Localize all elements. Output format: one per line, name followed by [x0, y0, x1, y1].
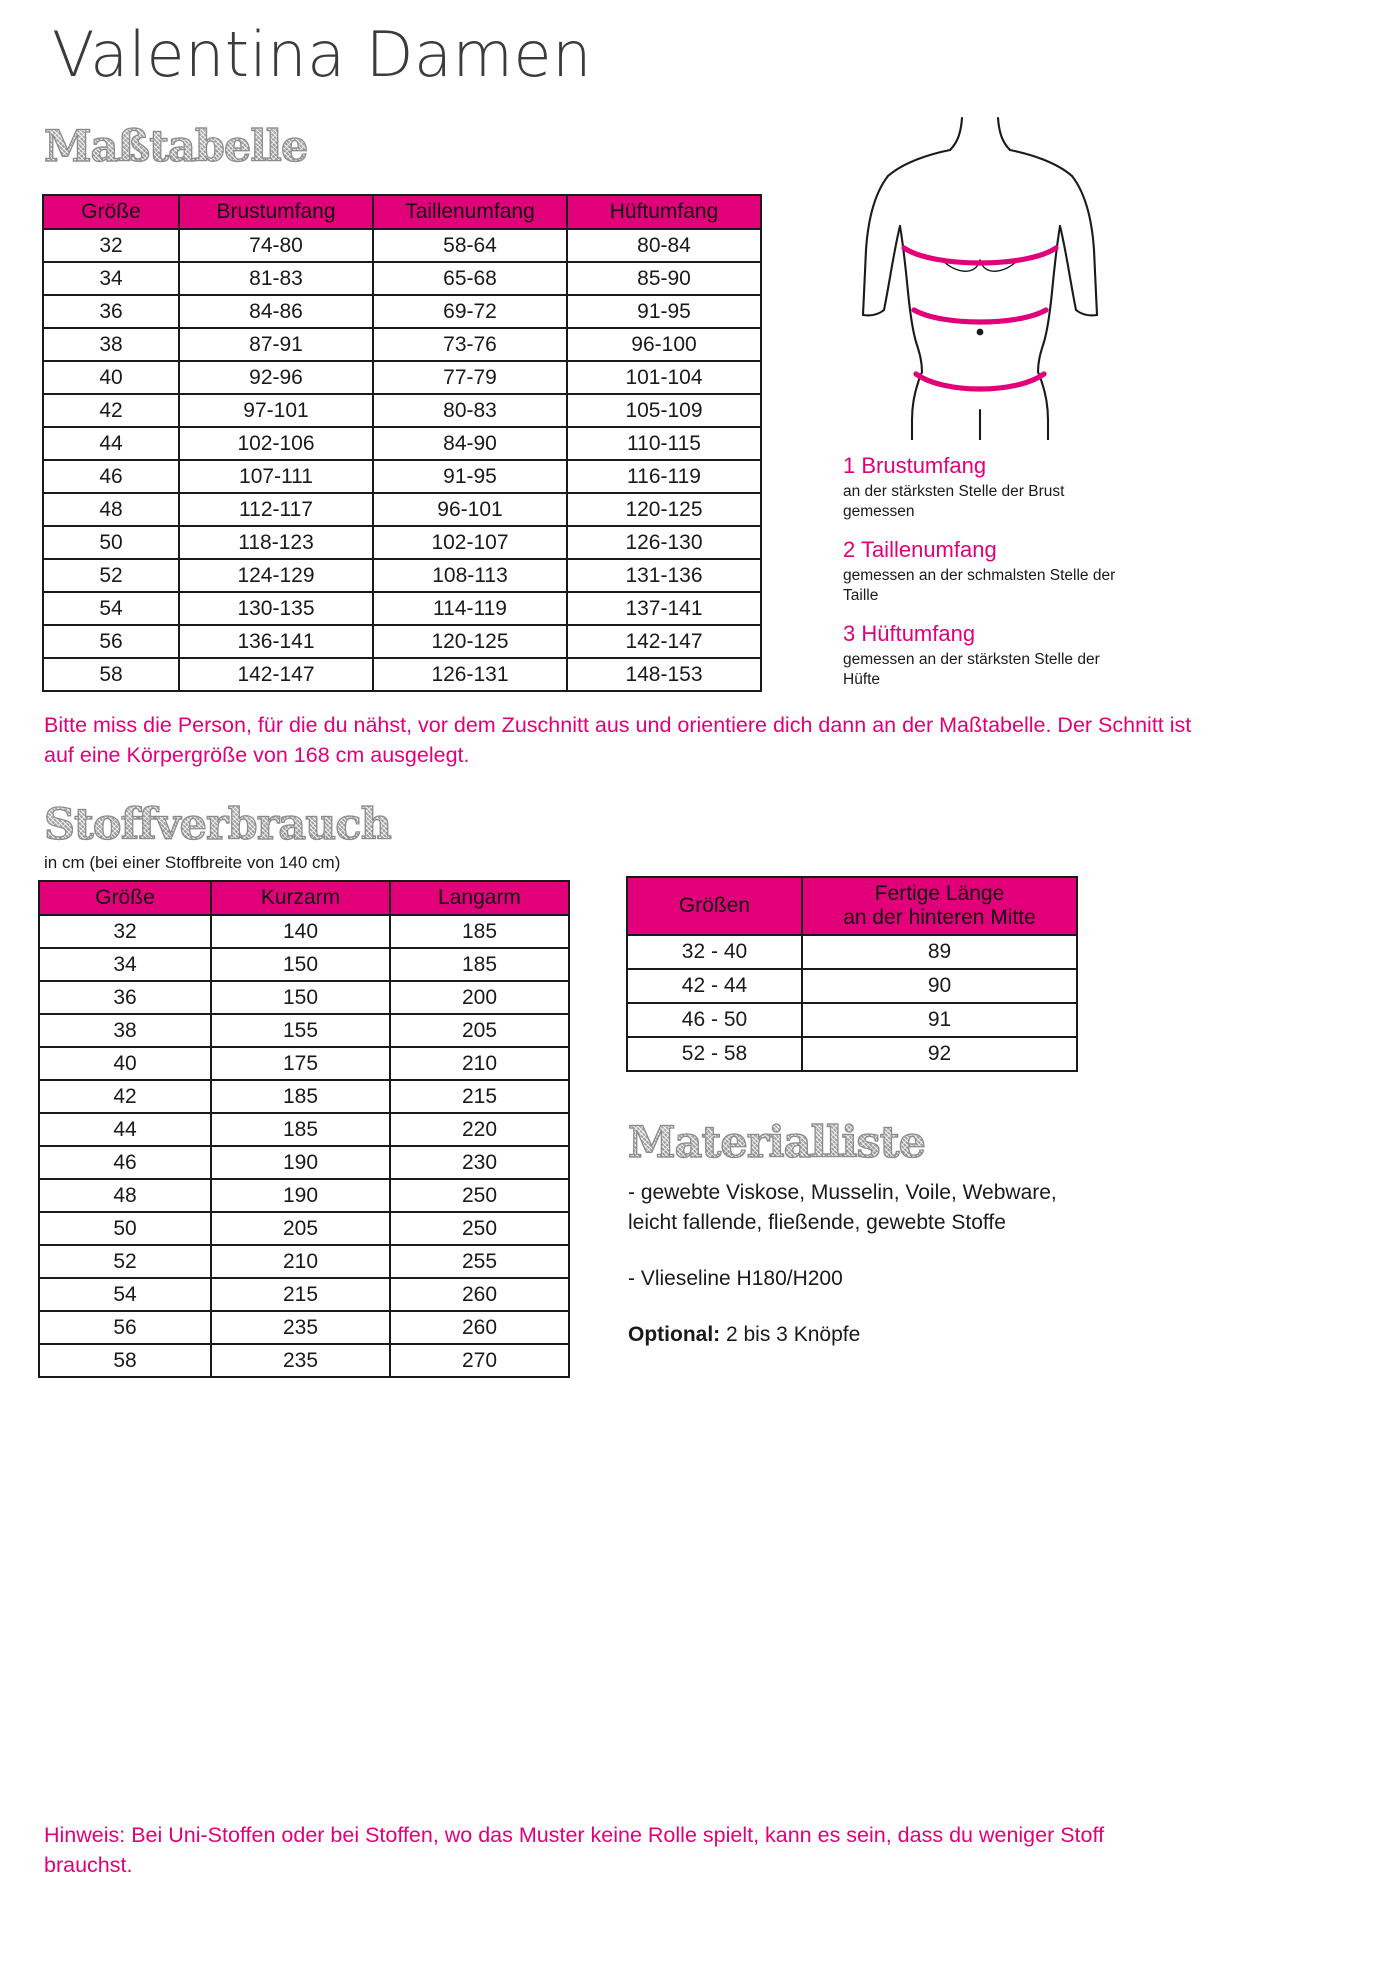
cell-value: 136-141: [179, 625, 373, 658]
table-row: [39, 1080, 569, 1113]
cell-value: 126-130: [567, 526, 761, 559]
cell-value: 210: [211, 1245, 390, 1278]
cell-size: 54: [43, 592, 179, 625]
table-row: [39, 1311, 569, 1344]
column-header-fertige-laenge: [802, 877, 1077, 935]
cell-value: 131-136: [567, 559, 761, 592]
cell-value: 120-125: [373, 625, 567, 658]
cell-size: 50: [39, 1212, 211, 1245]
fertige-laenge-line-1: Fertige Länge: [874, 881, 1005, 905]
material-item-fabrics: - gewebte Viskose, Musselin, Voile, Webware, leicht fallende, fließende, gewebte Stoffe: [628, 1181, 1057, 1234]
cell-value: 148-153: [567, 658, 761, 691]
table-row: [43, 394, 761, 427]
cell-value: 114-119: [373, 592, 567, 625]
table-row: [43, 658, 761, 691]
table-row: [43, 493, 761, 526]
cell-size: 46: [39, 1146, 211, 1179]
cell-size: 40: [43, 361, 179, 394]
section-heading-masstabelle: Maßtabelle: [44, 122, 308, 172]
column-header-groesse: Größe: [43, 195, 179, 229]
cell-value: 185: [211, 1080, 390, 1113]
cell-size: 38: [43, 328, 179, 361]
column-header-kurzarm: Kurzarm: [211, 881, 390, 915]
cell-value: 108-113: [373, 559, 567, 592]
cell-value: 107-111: [179, 460, 373, 493]
column-header-hueftumfang: Hüftumfang: [567, 195, 761, 229]
cell-size: 54: [39, 1278, 211, 1311]
cell-value: 270: [390, 1344, 569, 1377]
cell-value: 85-90: [567, 262, 761, 295]
cell-size: 42: [43, 394, 179, 427]
cell-size: 48: [39, 1179, 211, 1212]
measurement-table: [42, 194, 762, 692]
cell-value: 73-76: [373, 328, 567, 361]
fabric-hint-note: Hinweis: Bei Uni-Stoffen oder bei Stoffen, wo das Muster keine Rolle spielt, kann es sein, dass du weniger Stoff brauchst.: [44, 1823, 1105, 1877]
table-row: [39, 1245, 569, 1278]
cell-size: 38: [39, 1014, 211, 1047]
table-row: [39, 1014, 569, 1047]
hip-line: [916, 374, 1044, 389]
cell-value: 200: [390, 981, 569, 1014]
cell-value: 150: [211, 948, 390, 981]
cell-size: 46: [43, 460, 179, 493]
cell-value: 116-119: [567, 460, 761, 493]
section-heading-stoffverbrauch: Stoffverbrauch: [44, 800, 391, 850]
finished-length-table: [626, 876, 1078, 1072]
table-row: [43, 427, 761, 460]
cell-value: 260: [390, 1278, 569, 1311]
table-row: [39, 1113, 569, 1146]
cell-size: 46 - 50: [627, 1003, 802, 1037]
cell-value: 230: [390, 1146, 569, 1179]
cell-value: 102-106: [179, 427, 373, 460]
cell-value: 96-101: [373, 493, 567, 526]
material-optional-value: 2 bis 3 Knöpfe: [720, 1323, 861, 1346]
cell-size: 58: [39, 1344, 211, 1377]
cell-value: 190: [211, 1146, 390, 1179]
column-header-brustumfang: Brustumfang: [179, 195, 373, 229]
cell-value: 255: [390, 1245, 569, 1278]
section-heading-materialliste: Materialliste: [628, 1118, 925, 1168]
cell-value: 185: [211, 1113, 390, 1146]
cell-value: 130-135: [179, 592, 373, 625]
cell-value: 150: [211, 981, 390, 1014]
cell-size: 34: [39, 948, 211, 981]
cell-value: 105-109: [567, 394, 761, 427]
cell-size: 44: [43, 427, 179, 460]
legend-desc-brustumfang: an der stärksten Stelle der Brust gemessen: [843, 483, 1065, 520]
cell-value: 120-125: [567, 493, 761, 526]
cell-value: 84-86: [179, 295, 373, 328]
cell-value: 205: [390, 1014, 569, 1047]
cell-value: 81-83: [179, 262, 373, 295]
fabric-consumption-table: [38, 880, 570, 1378]
cell-size: 32: [39, 915, 211, 948]
table-header-row: [627, 877, 1077, 935]
cell-value: 92-96: [179, 361, 373, 394]
cell-size: 52: [39, 1245, 211, 1278]
cell-value: 185: [390, 948, 569, 981]
cell-size: 32: [43, 229, 179, 262]
table-row: [43, 229, 761, 262]
table-row: [43, 592, 761, 625]
legend-title-taillenumfang: 2 Taillenumfang: [843, 537, 997, 562]
cell-size: 36: [43, 295, 179, 328]
bust-line: [904, 248, 1056, 263]
cell-value: 215: [211, 1278, 390, 1311]
table-row: [39, 1212, 569, 1245]
column-header-langarm: Langarm: [390, 881, 569, 915]
table-row: [39, 1179, 569, 1212]
cell-value: 84-90: [373, 427, 567, 460]
cell-value: 96-100: [567, 328, 761, 361]
cell-value: 124-129: [179, 559, 373, 592]
cell-size: 48: [43, 493, 179, 526]
waist-line: [914, 310, 1046, 322]
cell-value: 112-117: [179, 493, 373, 526]
cell-size: 34: [43, 262, 179, 295]
cell-value: 91-95: [373, 460, 567, 493]
table-row: [39, 1344, 569, 1377]
cell-value: 89: [802, 935, 1077, 969]
table-row: [39, 915, 569, 948]
cell-value: 235: [211, 1344, 390, 1377]
cell-value: 210: [390, 1047, 569, 1080]
cell-value: 142-147: [567, 625, 761, 658]
cell-size: 56: [39, 1311, 211, 1344]
stoffverbrauch-subtitle: in cm (bei einer Stoffbreite von 140 cm): [44, 853, 341, 872]
cell-value: 69-72: [373, 295, 567, 328]
column-header-groesse: Größe: [39, 881, 211, 915]
cell-value: 140: [211, 915, 390, 948]
cell-value: 118-123: [179, 526, 373, 559]
cell-value: 102-107: [373, 526, 567, 559]
cell-value: 137-141: [567, 592, 761, 625]
cell-value: 250: [390, 1179, 569, 1212]
table-row: [43, 625, 761, 658]
cell-value: 58-64: [373, 229, 567, 262]
cell-value: 205: [211, 1212, 390, 1245]
table-header-row: [43, 195, 761, 229]
cell-value: 92: [802, 1037, 1077, 1071]
table-row: [39, 1278, 569, 1311]
cell-value: 220: [390, 1113, 569, 1146]
table-row: [39, 948, 569, 981]
column-header-taillenumfang: Taillenumfang: [373, 195, 567, 229]
cell-size: 40: [39, 1047, 211, 1080]
cell-value: 126-131: [373, 658, 567, 691]
cell-value: 91: [802, 1003, 1077, 1037]
cell-size: 44: [39, 1113, 211, 1146]
table-row: [43, 295, 761, 328]
table-row: [627, 1037, 1077, 1071]
table-row: [43, 262, 761, 295]
column-header-groessen: Größen: [627, 877, 802, 935]
cell-value: 110-115: [567, 427, 761, 460]
table-row: [43, 361, 761, 394]
page-title: Valentina Damen: [52, 18, 592, 91]
cell-value: 175: [211, 1047, 390, 1080]
cell-size: 36: [39, 981, 211, 1014]
legend-desc-hueftumfang: gemessen an der stärksten Stelle der Hüfte: [843, 651, 1100, 688]
female-torso-measurement-diagram: [830, 110, 1130, 440]
cell-size: 58: [43, 658, 179, 691]
table-row: [43, 559, 761, 592]
cell-value: 65-68: [373, 262, 567, 295]
table-row: [627, 935, 1077, 969]
cell-value: 155: [211, 1014, 390, 1047]
material-list: [628, 1178, 1088, 1350]
material-optional-label: Optional:: [628, 1323, 721, 1346]
cell-value: 80-84: [567, 229, 761, 262]
legend-desc-taillenumfang: gemessen an der schmalsten Stelle der Taille: [843, 567, 1116, 604]
cell-value: 142-147: [179, 658, 373, 691]
cell-value: 101-104: [567, 361, 761, 394]
cell-value: 260: [390, 1311, 569, 1344]
cell-value: 87-91: [179, 328, 373, 361]
cell-size: 56: [43, 625, 179, 658]
table-row: [43, 460, 761, 493]
cell-size: 32 - 40: [627, 935, 802, 969]
cell-value: 74-80: [179, 229, 373, 262]
cell-value: 90: [802, 969, 1077, 1003]
cell-value: 235: [211, 1311, 390, 1344]
cell-value: 190: [211, 1179, 390, 1212]
measurement-legend: [843, 452, 1133, 690]
cell-size: 52 - 58: [627, 1037, 802, 1071]
table-row: [39, 981, 569, 1014]
table-row: [627, 969, 1077, 1003]
cell-size: 52: [43, 559, 179, 592]
table-row: [627, 1003, 1077, 1037]
legend-title-hueftumfang: 3 Hüftumfang: [843, 621, 976, 646]
table-header-row: [39, 881, 569, 915]
cell-value: 80-83: [373, 394, 567, 427]
material-item-interfacing: - Vlieseline H180/H200: [628, 1267, 843, 1290]
cell-size: 50: [43, 526, 179, 559]
cell-size: 42 - 44: [627, 969, 802, 1003]
cell-value: 215: [390, 1080, 569, 1113]
cell-value: 97-101: [179, 394, 373, 427]
measure-instruction-note: Bitte miss die Person, für die du nähst, vor dem Zuschnitt aus und orientiere dich dann an der Maßtabelle. Der Schnitt ist auf eine Körpergröße von 168 cm ausgelegt.: [44, 713, 1192, 767]
fertige-laenge-line-2: an der hinteren Mitte: [843, 906, 1036, 929]
material-item-optional: [628, 1320, 1088, 1350]
cell-value: 91-95: [567, 295, 761, 328]
table-row: [39, 1047, 569, 1080]
table-row: [39, 1146, 569, 1179]
cell-value: 250: [390, 1212, 569, 1245]
cell-value: 77-79: [373, 361, 567, 394]
cell-size: 42: [39, 1080, 211, 1113]
cell-value: 185: [390, 915, 569, 948]
legend-title-brustumfang: 1 Brustumfang: [843, 453, 987, 478]
table-row: [43, 526, 761, 559]
table-row: [43, 328, 761, 361]
